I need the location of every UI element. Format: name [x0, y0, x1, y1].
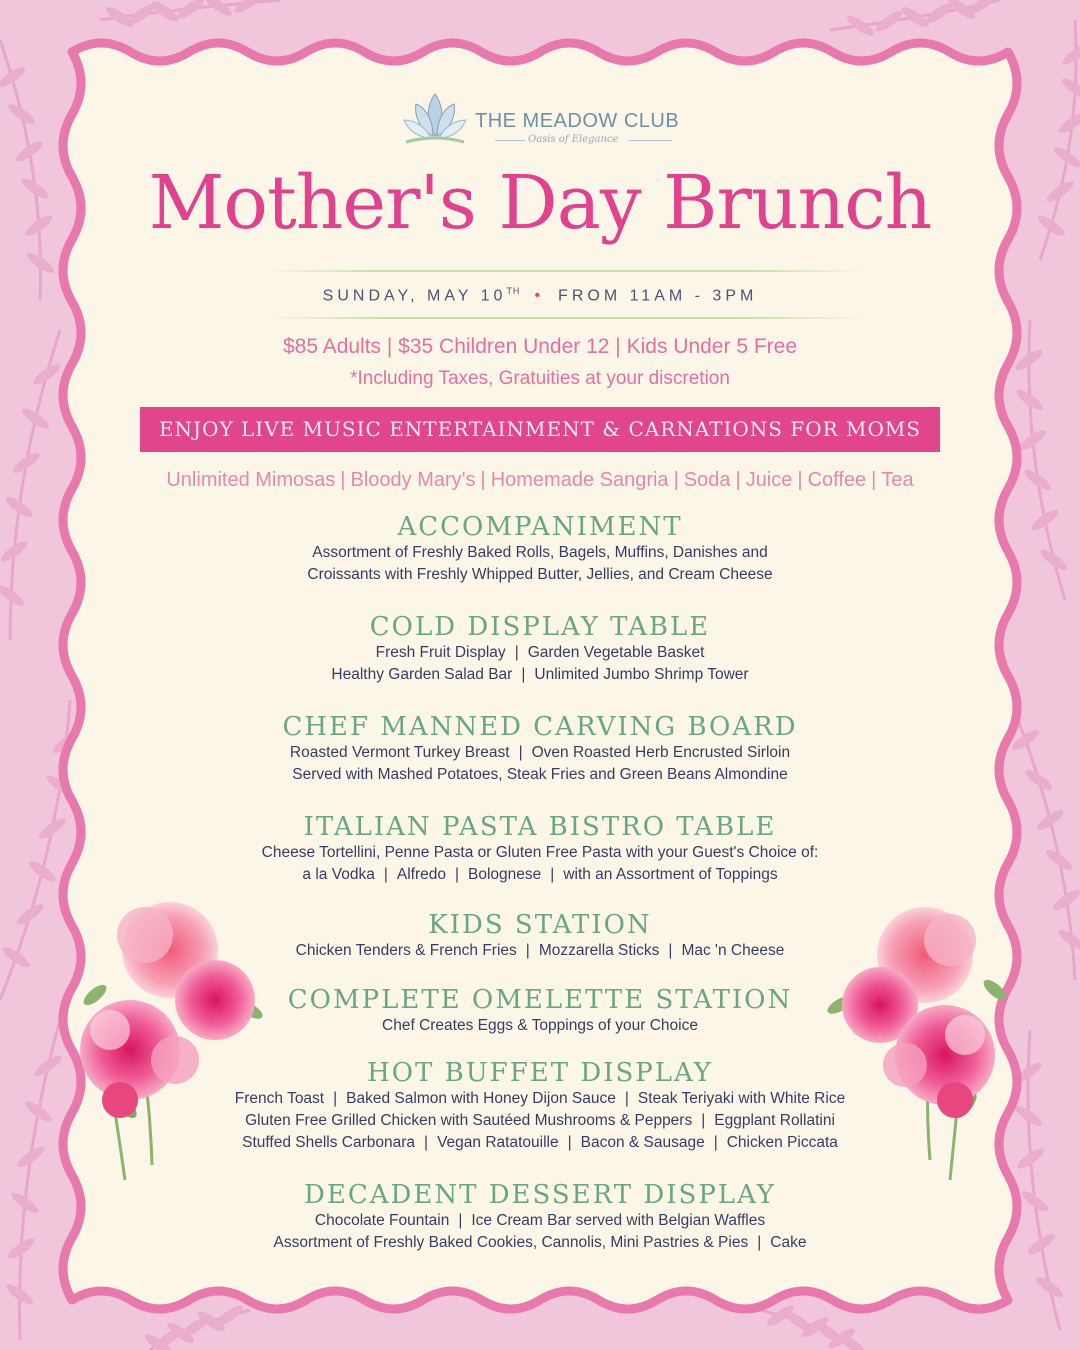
- drinks-list: [0, 469, 1080, 492]
- item-separator: |: [713, 1134, 718, 1151]
- item-separator: |: [454, 866, 460, 883]
- divider-bottom: [265, 317, 865, 319]
- menu-item: Chocolate Fountain: [314, 1212, 450, 1229]
- club-tagline: Oasis of Elegance: [528, 134, 619, 145]
- drink-item: Unlimited Mimosas: [166, 469, 336, 491]
- section-title: ACCOMPANIMENT: [397, 512, 683, 542]
- section-line: [0, 564, 1080, 586]
- item-separator: |: [424, 1134, 429, 1151]
- entertainment-banner: ENJOY LIVE MUSIC ENTERTAINMENT & CARNATIONS FOR MOMS: [140, 407, 940, 452]
- section-title: COLD DISPLAY TABLE: [369, 612, 711, 642]
- section-title: COMPLETE OMELETTE STATION: [287, 985, 793, 1015]
- event-time: FROM 11AM - 3PM: [558, 287, 758, 305]
- menu-item: Cheese Tortellini, Penne Pasta or Gluten Free Pasta with your Guest's Choice of:: [261, 844, 819, 861]
- item-separator: |: [668, 942, 673, 959]
- menu-item: Bolognese: [468, 866, 542, 883]
- menu-item: Assortment of Freshly Baked Cookies, Cannolis, Mini Pastries & Pies: [273, 1234, 749, 1251]
- drink-item: Soda: [683, 469, 731, 491]
- item-separator: |: [567, 1134, 572, 1151]
- section-line: [0, 642, 1080, 664]
- drink-separator: |: [673, 469, 679, 491]
- item-separator: |: [333, 1090, 338, 1107]
- section-title: HOT BUFFET DISPLAY: [367, 1058, 713, 1088]
- menu-item: Baked Salmon with Honey Dijon Sauce: [346, 1090, 616, 1107]
- menu-item: Eggplant Rollatini: [714, 1112, 835, 1129]
- section-line: [0, 1015, 1080, 1037]
- section-title: CHEF MANNED CARVING BOARD: [282, 712, 798, 742]
- menu-item: French Toast: [234, 1090, 325, 1107]
- section-line: [0, 742, 1080, 764]
- menu-item: Vegan Ratatouille: [437, 1134, 559, 1151]
- item-separator: |: [525, 942, 530, 959]
- club-logo: [400, 88, 690, 150]
- section-line: [0, 1210, 1080, 1232]
- logo-rule-left: [495, 140, 525, 141]
- menu-item: with an Assortment of Toppings: [563, 866, 778, 883]
- drink-separator: |: [735, 469, 741, 491]
- drink-item: Coffee: [807, 469, 867, 491]
- item-separator: |: [521, 666, 526, 683]
- menu-section: [0, 512, 1080, 586]
- drink-separator: |: [340, 469, 346, 491]
- drink-item: Tea: [881, 469, 914, 491]
- menu-item: Chicken Tenders & French Fries: [295, 942, 517, 959]
- menu-item: Bacon & Sausage: [580, 1134, 705, 1151]
- section-line: [0, 764, 1080, 786]
- menu-item: Alfredo: [396, 866, 446, 883]
- event-date: SUNDAY, MAY 10: [322, 287, 507, 305]
- event-date-time: [0, 286, 1080, 305]
- section-line: [0, 842, 1080, 864]
- section-line: [0, 864, 1080, 886]
- menu-section: [0, 812, 1080, 886]
- section-line: [0, 1132, 1080, 1154]
- menu-item: Fresh Fruit Display: [375, 644, 506, 661]
- menu-section: [0, 712, 1080, 786]
- section-line: [0, 940, 1080, 962]
- menu-item: Croissants with Freshly Whipped Butter, Jellies, and Cream Cheese: [307, 566, 773, 583]
- page-title: Mother's Day Brunch: [148, 160, 932, 246]
- menu-section: [0, 985, 1080, 1037]
- section-line: [0, 664, 1080, 686]
- menu-item: Chicken Piccata: [726, 1134, 838, 1151]
- pricing-note: *Including Taxes, Gratuities at your discretion: [350, 368, 730, 389]
- menu-item: Served with Mashed Potatoes, Steak Fries and Green Beans Almondine: [292, 766, 788, 783]
- section-title: DECADENT DESSERT DISPLAY: [304, 1180, 776, 1210]
- date-suffix: TH: [506, 286, 521, 296]
- logo-rule-right: [628, 140, 672, 141]
- menu-item: Oven Roasted Herb Encrusted Sirloin: [531, 744, 791, 761]
- section-title: ITALIAN PASTA BISTRO TABLE: [303, 812, 777, 842]
- menu-item: Unlimited Jumbo Shrimp Tower: [534, 666, 749, 683]
- menu-item: Mac 'n Cheese: [681, 942, 785, 959]
- item-separator: |: [550, 866, 555, 883]
- lotus-icon: [400, 90, 470, 146]
- menu-section: [0, 1180, 1080, 1254]
- menu-item: Steak Teriyaki with White Rice: [637, 1090, 846, 1107]
- item-separator: |: [624, 1090, 629, 1107]
- drink-separator: |: [797, 469, 803, 491]
- drink-item: Bloody Mary's: [350, 469, 476, 491]
- item-separator: |: [701, 1112, 706, 1129]
- menu-item: Mozzarella Sticks: [538, 942, 660, 959]
- menu-item: Roasted Vermont Turkey Breast: [289, 744, 510, 761]
- divider-top: [265, 270, 865, 272]
- item-separator: |: [518, 744, 523, 761]
- menu-item: Healthy Garden Salad Bar: [331, 666, 513, 683]
- item-separator: |: [383, 866, 388, 883]
- pricing-line: $85 Adults | $35 Children Under 12 | Kids Under 5 Free: [282, 335, 798, 358]
- menu-section: [0, 910, 1080, 962]
- section-title: KIDS STATION: [428, 910, 652, 940]
- item-separator: |: [458, 1212, 463, 1229]
- menu-item: Stuffed Shells Carbonara: [242, 1134, 416, 1151]
- item-separator: |: [757, 1234, 762, 1251]
- section-line: [0, 1232, 1080, 1254]
- menu-item: Chef Creates Eggs & Toppings of your Choice: [382, 1017, 698, 1034]
- menu-section: [0, 612, 1080, 686]
- drink-separator: |: [871, 469, 877, 491]
- menu-item: Garden Vegetable Basket: [527, 644, 705, 661]
- menu-item: Ice Cream Bar served with Belgian Waffles: [471, 1212, 766, 1229]
- drink-item: Juice: [745, 469, 793, 491]
- menu-item: a la Vodka: [302, 866, 375, 883]
- club-name: THE MEADOW CLUB: [475, 110, 680, 132]
- section-line: [0, 542, 1080, 564]
- menu-item: Cake: [770, 1234, 807, 1251]
- menu-section: [0, 1058, 1080, 1154]
- menu-item: Gluten Free Grilled Chicken with Sautéed Mushrooms & Peppers: [245, 1112, 693, 1129]
- separator-dot: •: [534, 287, 545, 305]
- drink-item: Homemade Sangria: [490, 469, 669, 491]
- item-separator: |: [514, 644, 519, 661]
- menu-item: Assortment of Freshly Baked Rolls, Bagels, Muffins, Danishes and: [312, 544, 768, 561]
- drink-separator: |: [480, 469, 486, 491]
- section-line: [0, 1110, 1080, 1132]
- section-line: [0, 1088, 1080, 1110]
